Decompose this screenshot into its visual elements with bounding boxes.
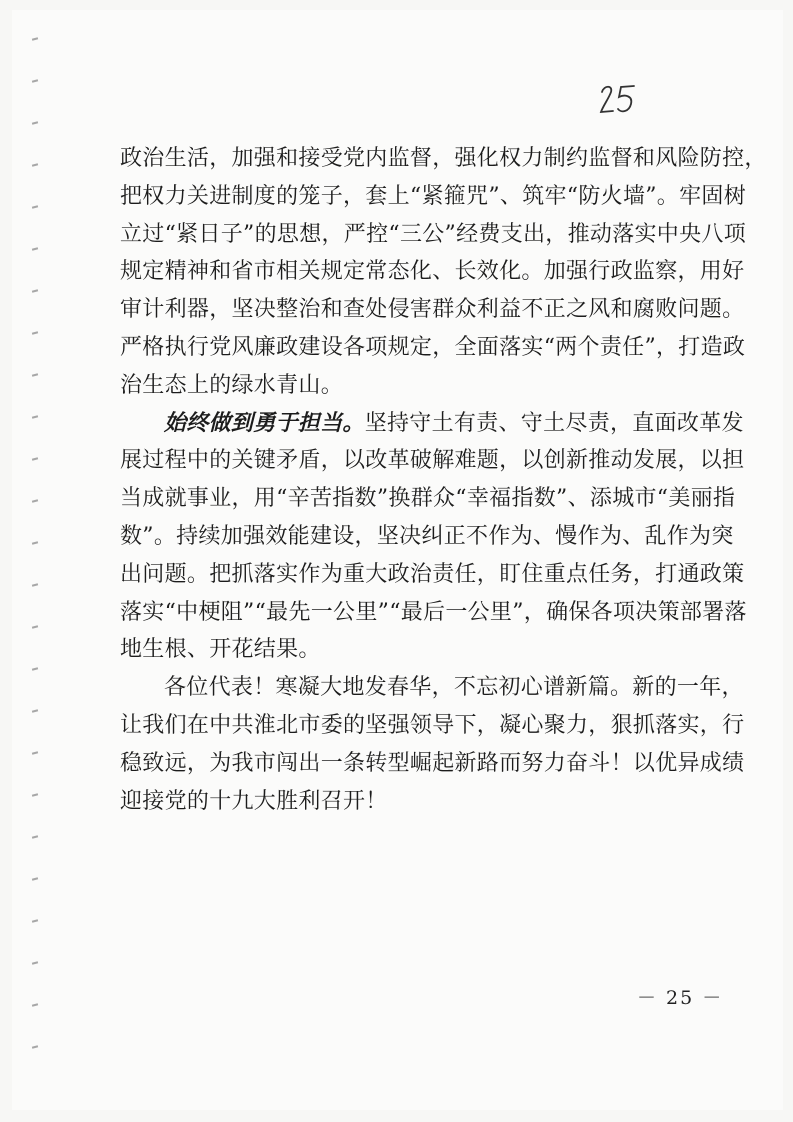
text-line: 立过“紧日子”的思想，严控“三公”经费支出，推动落实中央八项 bbox=[120, 221, 746, 247]
text-line: 迎接党的十九大胜利召开！ bbox=[120, 788, 388, 814]
handwritten-page-mark bbox=[598, 82, 644, 116]
text-line: 治生态上的绿水青山。 bbox=[120, 372, 344, 398]
text-line: 落实“中梗阻”“最先一公里”“最后一公里”，确保各项决策部署落 bbox=[120, 599, 747, 625]
text-line bbox=[120, 405, 744, 443]
paragraph-responsibility bbox=[120, 405, 747, 670]
section-heading: 始终做到勇于担当。 bbox=[164, 409, 365, 436]
text-line: 把权力关进制度的笼子，套上“紧箍咒”、筑牢“防火墙”。牢固树 bbox=[120, 183, 746, 209]
body-text bbox=[120, 140, 767, 820]
text-line: 政治生活，加强和接受党内监督，强化权力制约监督和风险防控， bbox=[120, 146, 767, 171]
binding-hole-marks bbox=[26, 20, 46, 1100]
text-line: 稳致远，为我市闯出一条转型崛起新路而努力奋斗！以优异成绩 bbox=[120, 750, 745, 776]
text-line: 审计利器，坚决整治和查处侵害群众利益不正之风和腐败问题。 bbox=[120, 297, 745, 323]
text-line: 规定精神和省市相关规定常态化、长效化。加强行政监察，用好 bbox=[120, 259, 745, 285]
page-number: － 25 － bbox=[637, 987, 724, 1009]
paragraph-supervision bbox=[120, 140, 767, 405]
text-line: 当成就事业，用“辛苦指数”换群众“幸福指数”、添城市“美丽指 bbox=[120, 486, 736, 512]
paragraph-closing bbox=[120, 669, 745, 820]
text-line: 严格执行党风廉政建设各项规定，全面落实“两个责任”，打造政 bbox=[120, 334, 746, 360]
text-line: 出问题。把抓落实作为重大政治责任，盯住重点任务，打通政策 bbox=[120, 561, 745, 587]
text-line: 让我们在中共淮北市委的坚强领导下，凝心聚力，狠抓落实，行 bbox=[120, 712, 745, 738]
text-line: 地生根、开花结果。 bbox=[120, 637, 321, 663]
text-line: 数”。持续加强效能建设，坚决纠正不作为、慢作为、乱作为突 bbox=[120, 523, 734, 549]
text-line: 各位代表！寒凝大地发春华，不忘初心谱新篇。新的一年， bbox=[164, 675, 744, 701]
text-line-rest: 坚持守土有责、守土尽责，直面改革发 bbox=[364, 410, 744, 436]
text-line: 展过程中的关键矛盾，以改革破解难题，以创新推动发展，以担 bbox=[120, 448, 745, 474]
